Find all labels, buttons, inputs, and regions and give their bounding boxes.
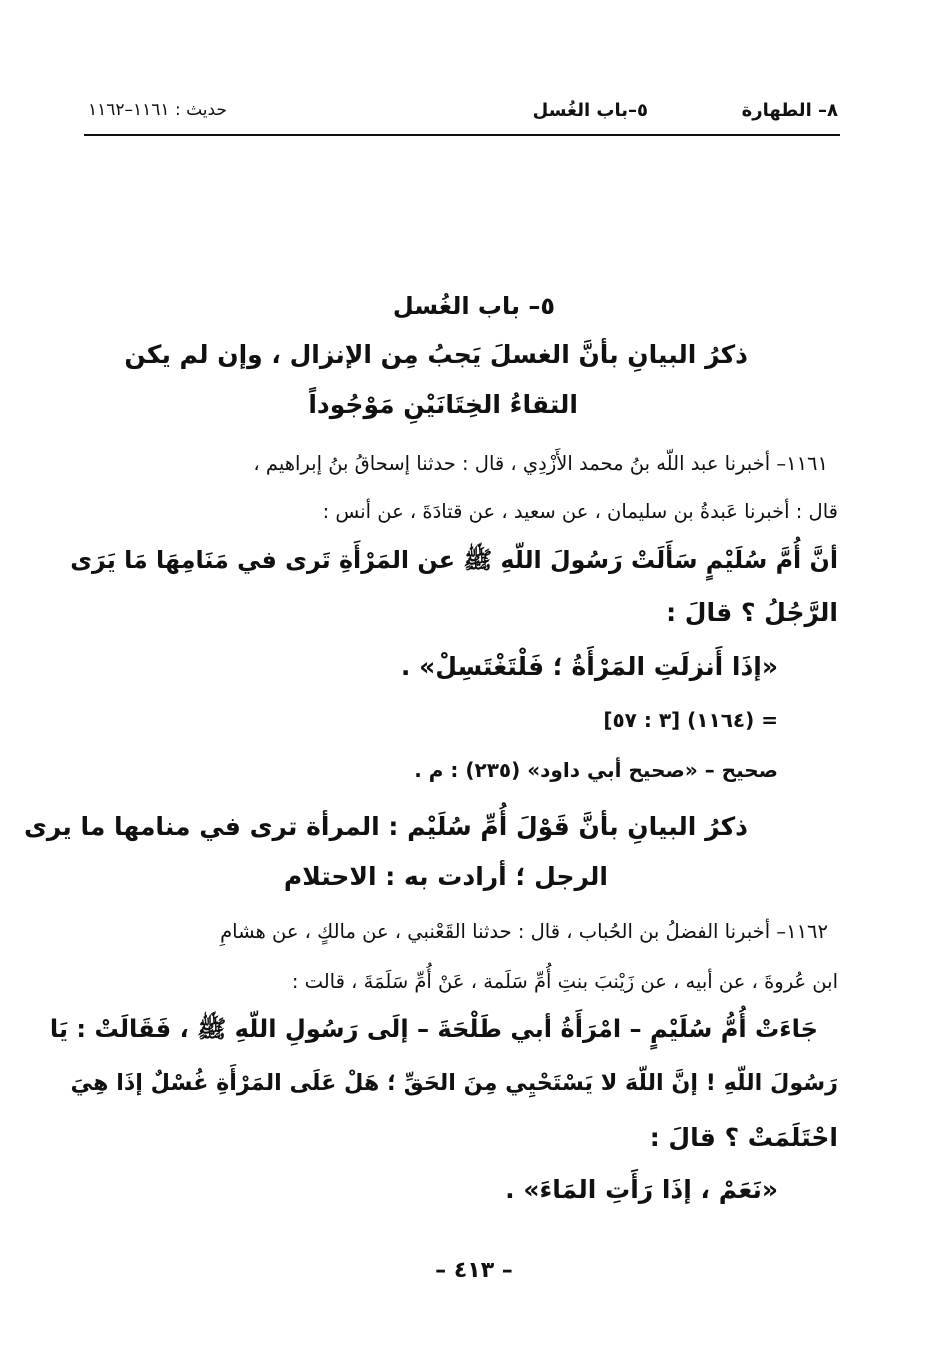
hadith1161-quote: «إذَا أَنزلَتِ المَرْأَةُ ؛ فَلْتَغْتَسِلْ» . (400, 652, 778, 681)
hadith1161-matn-line2: الرَّجُلُ ؟ قالَ : (666, 598, 838, 627)
header-hadith-range: حديث : ١١٦١–١١٦٢ (88, 100, 227, 120)
hadith1162-isnad-line1: ١١٦٢– أخبرنا الفضلُ بن الحُباب ، قال : حدثنا القَعْنبي ، عن مالكٍ ، عن هشامِ (220, 920, 828, 943)
header-book-title: ٨– الطهارة (741, 100, 838, 121)
header-chapter-title: ٥–باب الغُسل (532, 100, 648, 121)
header-divider (84, 134, 840, 136)
hadith1161-reference: = (١١٦٤) [٣ : ٥٧] (603, 708, 778, 732)
page-number: – ٤١٣ – (435, 1258, 513, 1283)
hadith1161-grade: صحيح – «صحيح أبي داود» (٢٣٥) : م . (414, 758, 778, 782)
section2-title-line1: ذكرُ البيانِ بأنَّ قَوْلَ أُمِّ سُلَيْم : المرأة ترى في منامها ما يرى (23, 812, 748, 841)
section1-title-line1: ذكرُ البيانِ بأنَّ الغسلَ يَجبُ مِن الإنزال ، وإن لم يكن (124, 340, 748, 369)
section1-title-line2: التقاءُ الخِتَانَيْنِ مَوْجُوداً (308, 390, 578, 419)
hadith1162-matn-line2: رَسُولَ اللّهِ ! إنَّ اللّهَ لا يَسْتَحْيِي مِنَ الحَقِّ ؛ هَلْ عَلَى المَرْأَةِ غُسْلٌ إذَا هِيَ (70, 1070, 838, 1096)
section2-title-line2: الرجل ؛ أرادت به : الاحتلام (283, 862, 608, 891)
hadith1162-matn-line3: احْتَلَمَتْ ؟ قالَ : (649, 1123, 838, 1152)
hadith1161-isnad-line1: ١١٦١– أخبرنا عبد اللّه بنُ محمد الأَزْدِي ، قال : حدثنا إسحاقُ بنُ إبراهيم ، (253, 452, 828, 475)
hadith1162-quote: «نَعَمْ ، إذَا رَأَتِ المَاءَ» . (505, 1175, 778, 1204)
hadith1161-isnad-line2: قال : أخبرنا عَبدةُ بن سليمان ، عن سعيد ، عن قتادَةَ ، عن أنس : (322, 500, 838, 523)
hadith1162-isnad-line2: ابن عُروةَ ، عن أبيه ، عن زَيْنبَ بنتِ أُمِّ سَلَمة ، عَنْ أُمِّ سَلَمَةَ ، قالت : (291, 970, 838, 993)
hadith1162-matn-line1: جَاءَتْ أُمُّ سُلَيْمٍ – امْرَأَةُ أبي طَلْحَةَ – إلَى رَسُولِ اللّهِ ﷺ ، فَقَالَتْ : يَا (49, 1015, 818, 1043)
hadith1161-matn-line1: أنَّ أُمَّ سُلَيْمٍ سَأَلَتْ رَسُولَ اللّهِ ﷺ عن المَرْأَةِ تَرى في مَنَامِهَا مَا يَرَى (70, 546, 838, 574)
chapter-title: ٥– باب الغُسل (392, 292, 556, 320)
